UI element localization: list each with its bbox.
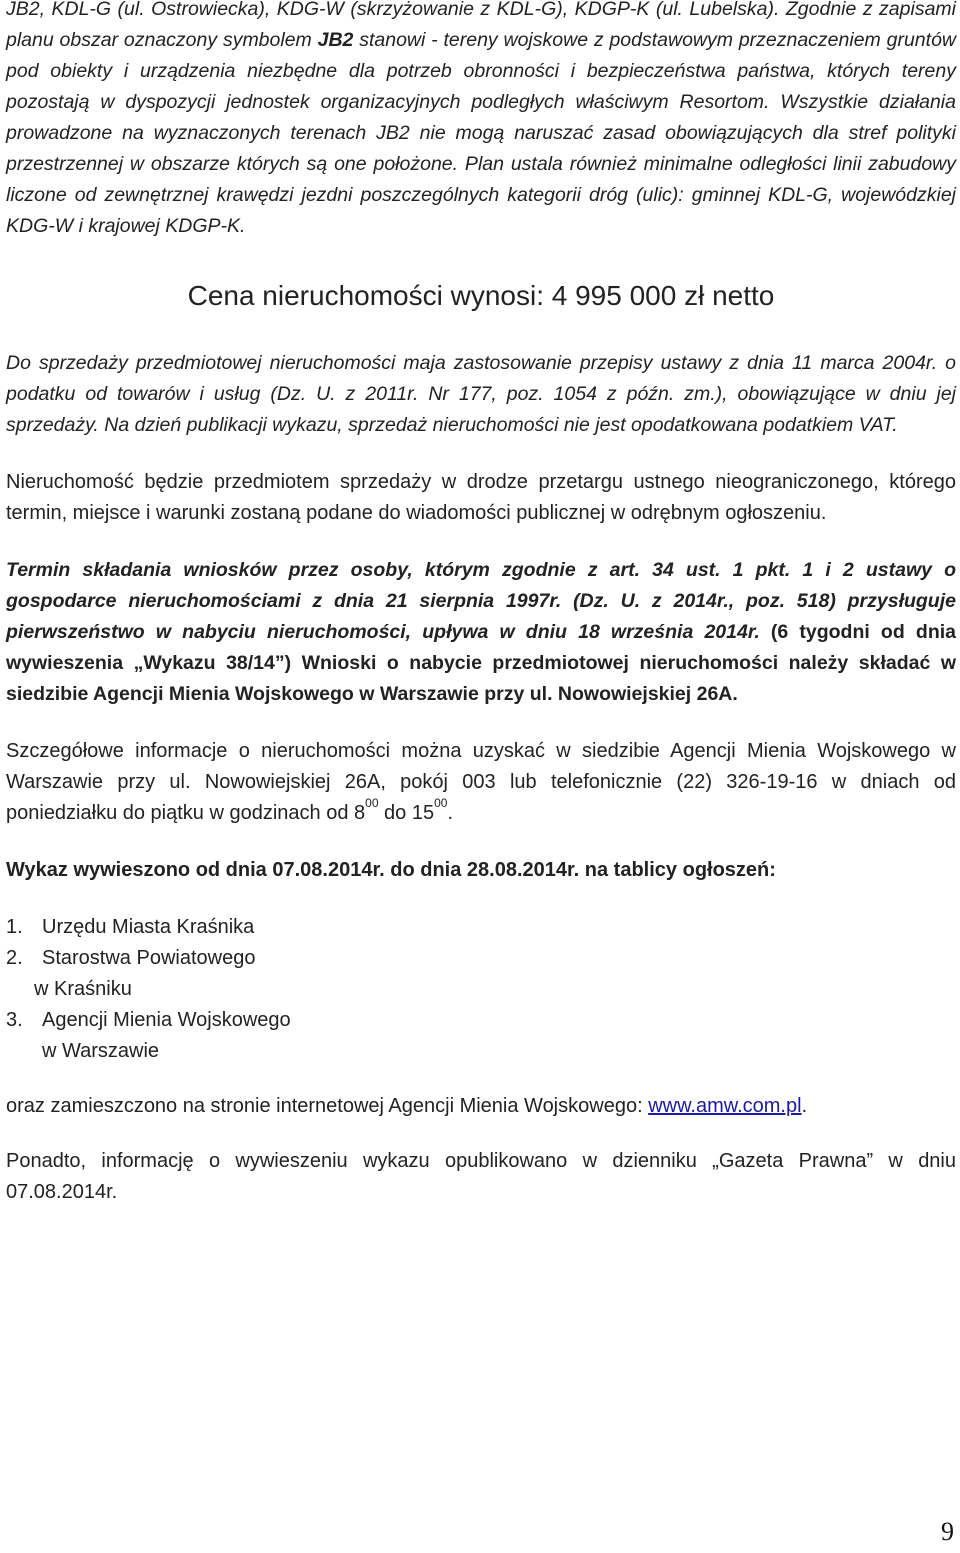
hour-superscript-1: 00 [365,796,379,811]
paragraph-zoning [6,0,956,242]
zoning-symbol: JB2 [317,29,354,51]
amw-website-link[interactable]: www.amw.com.pl [648,1095,802,1117]
vat-text-1: Do sprzedaży przedmiotowej nieruchomości maja zastosowanie przepisy ustawy z dnia 11 marca 2004r. o podatku od towarów i usług (Dz. U. z 2011r. Nr 177, poz. 1054 z późn. zm.), obowiązujące w dniu jej sprzedaży. [6,352,956,436]
list-item [6,912,956,943]
zoning-text-2: stanowi - tereny wojskowe z podstawowym przeznaczeniem gruntów pod obiekty i urządzenia niezbędne dla potrzeb obronności i bezpieczeństwa państwa, których tereny pozostają w dyspozycji jednostek organizacyjnych podległych właściwym Resortom. Wszystkie działania prowadzone na wyznaczonych terenach JB2 nie mogą naruszać zasad obowiązujących dla stref polityki przestrzennej w obszarze których są one położone. [6,29,956,175]
list-item-subline: w Warszawie [42,1040,160,1062]
document-page [6,0,956,1208]
zoning-text-1: Zgodnie z zapisami planu obszar oznaczony symbolem [6,0,957,51]
noticeboard-list [6,912,956,1067]
list-item-line: Agencji Mienia Wojskowego [42,1009,291,1031]
list-number: 2. [6,947,23,969]
list-item-line: Starostwa Powiatowego [42,947,256,969]
contact-text-2: do 15 [378,802,435,824]
vat-text-2: Na dzień publikacji wykazu, sprzedaż nieruchomości nie jest opodatkowana podatkiem VAT. [98,414,898,436]
paragraph-deadline [6,555,956,710]
zoning-text-3: Plan ustala również minimalne odległości linii zabudowy liczone od zewnętrznej krawędzi jezdni poszczególnych kategorii dróg (ulic): gminnej KDL-G, wojewódzkiej KDG-W i krajowej KDGP-K. [6,153,956,237]
list-number: 3. [6,1009,23,1031]
hour-superscript-2: 00 [434,796,448,811]
paragraph-vat [6,348,956,441]
paragraph-newspaper: Ponadto, informację o wywieszeniu wykazu opublikowano w dzienniku „Gazeta Prawna” w dniu 07.08.2014r. [6,1150,956,1203]
deadline-text-2: (6 tygodni od dnia wywieszenia „Wykazu 38/14”) Wnioski o nabycie przedmiotowej nieruchomości należy składać w siedzibie Agencji Mienia Wojskowego w Warszawie przy ul. Nowowiejskiej 26A. [6,621,956,705]
list-number: 1. [6,916,23,938]
paragraph-auction: Nieruchomość będzie przedmiotem sprzedaży w drodze przetargu ustnego nieograniczonego, którego termin, miejsce i warunki zostaną podane do wiadomości publicznej w odrębnym ogłoszeniu. [6,471,956,524]
price-heading: Cena nieruchomości wynosi: 4 995 000 zł netto [187,280,775,311]
list-item [6,1005,956,1067]
paragraph-posting-dates: Wykaz wywieszono od dnia 07.08.2014r. do dnia 28.08.2014r. na tablicy ogłoszeń: [6,859,776,881]
list-item [6,943,956,1005]
zoning-first-line: JB2, KDL-G (ul. Ostrowiecka), KDG-W (skrzyżowanie z KDL-G), KDGP-K (ul. Lubelska). [6,0,780,20]
paragraph-contact [6,736,956,829]
contact-text-3: . [447,802,454,824]
website-text-end: . [801,1095,808,1117]
page-number: 9 [941,1517,954,1546]
contact-text-1: Szczegółowe informacje o nieruchomości można uzyskać w siedzibie Agencji Mienia Wojskowego w Warszawie przy ul. Nowowiejskiej 26A, pokój 003 lub telefonicznie (22) 326-19-16 w dniach od poniedziałku do piątku w godzinach od 8 [6,740,956,824]
paragraph-website [6,1091,956,1122]
list-item-subline: w Kraśniku [34,978,132,1000]
deadline-text-1: Termin składania wniosków przez osoby, którym zgodnie z art. 34 ust. 1 pkt. 1 i 2 ustawy o gospodarce nieruchomościami z dnia 21 sierpnia 1997r. (Dz. U. z 2014r., poz. 518) przysługuje pierwszeństwo w nabyciu nieruchomości, upływa w dniu 18 września 2014r. [6,559,956,643]
website-text: oraz zamieszczono na stronie internetowej Agencji Mienia Wojskowego: [6,1095,649,1117]
list-item-line: Urzędu Miasta Kraśnika [42,916,255,938]
